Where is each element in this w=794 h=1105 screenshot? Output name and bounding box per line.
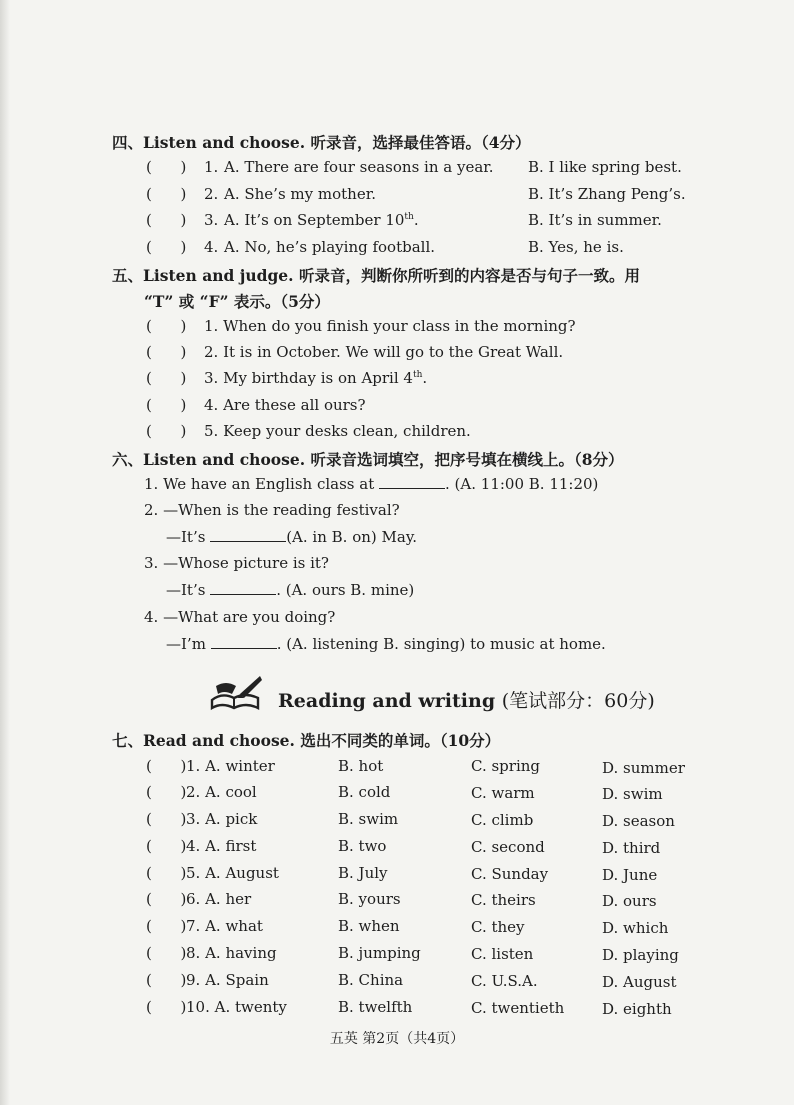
s7-q3-option-a: 3. A. pick: [186, 810, 258, 828]
s7-q3-option-b: B. swim: [338, 810, 399, 828]
answer-bracket[interactable]: ( ): [146, 971, 187, 989]
s7-q5-option-a: 5. A. August: [186, 864, 279, 882]
s7-q4-option-a: 4. A. first: [186, 837, 257, 855]
s7-q5-option-c: C. Sunday: [471, 865, 549, 883]
answer-bracket[interactable]: ( ): [146, 211, 187, 229]
s7-q9-option-d: D. August: [602, 973, 677, 991]
answer-bracket[interactable]: ( ): [146, 422, 187, 440]
s7-q2-option-d: D. swim: [602, 785, 663, 803]
s7-q1-option-a: 1. A. winter: [186, 757, 275, 775]
s7-q8-option-c: C. listen: [471, 945, 534, 963]
s7-q7-option-c: C. they: [471, 918, 525, 936]
s7-q5-option-b: B. July: [338, 864, 388, 882]
s7-q8-option-b: B. jumping: [338, 944, 421, 962]
answer-bracket[interactable]: ( ): [146, 396, 187, 414]
s4-q3-option-a: A. It’s on September 10th.: [224, 211, 419, 229]
answer-bracket[interactable]: ( ): [146, 837, 187, 855]
answer-bracket[interactable]: ( ): [146, 783, 187, 801]
s7-q9-option-c: C. U.S.A.: [471, 972, 538, 990]
s4-q2-option-b: B. It’s Zhang Peng’s.: [528, 185, 686, 203]
s5-q4: 4. Are these all ours?: [204, 396, 366, 414]
s7-q3-option-d: D. season: [602, 812, 675, 830]
s7-q10-option-d: D. eighth: [602, 1000, 672, 1018]
fill-blank[interactable]: [211, 635, 277, 649]
s4-q4-option-b: B. Yes, he is.: [528, 238, 624, 256]
s7-q1-option-b: B. hot: [338, 757, 384, 775]
s7-q10-option-c: C. twentieth: [471, 999, 565, 1017]
section7-title: 七、Read and choose. 选出不同类的单词。（10分）: [112, 731, 501, 750]
answer-bracket[interactable]: ( ): [146, 998, 187, 1016]
answer-bracket[interactable]: ( ): [146, 890, 187, 908]
s7-q10-option-b: B. twelfth: [338, 998, 413, 1016]
s7-q6-option-d: D. ours: [602, 892, 657, 910]
s6-q4-answer: —I’m . (A. listening B. singing) to music at home.: [166, 635, 606, 653]
s7-q6-option-b: B. yours: [338, 890, 401, 908]
answer-bracket[interactable]: ( ): [146, 317, 187, 335]
fill-blank[interactable]: [379, 475, 445, 489]
s7-q8-option-d: D. playing: [602, 946, 679, 964]
s4-q3-num: 3.: [204, 211, 219, 229]
fill-blank[interactable]: [210, 581, 276, 595]
s5-q1: 1. When do you finish your class in the morning?: [204, 317, 576, 335]
s7-q2-option-a: 2. A. cool: [186, 783, 257, 801]
s7-q7-option-b: B. when: [338, 917, 400, 935]
answer-bracket[interactable]: ( ): [146, 343, 187, 361]
s6-q4-question: 4. —What are you doing?: [144, 608, 336, 626]
s4-q4-num: 4.: [204, 238, 219, 256]
s4-q4-option-a: A. No, he’s playing football.: [224, 238, 436, 256]
s5-q3: 3. My birthday is on April 4th.: [204, 369, 428, 387]
s4-q2-num: 2.: [204, 185, 219, 203]
s4-q1-option-b: B. I like spring best.: [528, 158, 682, 176]
s4-q3-option-b: B. It’s in summer.: [528, 211, 662, 229]
s4-q1-option-a: A. There are four seasons in a year.: [224, 158, 494, 176]
section6-title: 六、Listen and choose. 听录音选词填空，把序号填在横线上。（8分）: [112, 450, 624, 469]
s7-q6-option-c: C. theirs: [471, 891, 536, 909]
s7-q1-option-c: C. spring: [471, 757, 541, 775]
s7-q9-option-b: B. China: [338, 971, 404, 989]
s7-q7-option-a: 7. A. what: [186, 917, 263, 935]
fill-blank[interactable]: [210, 528, 286, 542]
s7-q4-option-d: D. third: [602, 839, 661, 857]
answer-bracket[interactable]: ( ): [146, 917, 187, 935]
page-footer: 五英 第2页（共4页）: [329, 1031, 465, 1047]
s6-q2-question: 2. —When is the reading festival?: [144, 501, 400, 519]
s4-q2-option-a: A. She’s my mother.: [224, 185, 376, 203]
answer-bracket[interactable]: ( ): [146, 757, 187, 775]
section5-title-cont: “T” 或 “F” 表示。（5分）: [144, 292, 330, 311]
section5-title: 五、Listen and judge. 听录音，判断你所听到的内容是否与句子一致。用: [112, 266, 640, 285]
s7-q10-option-a: 10. A. twenty: [186, 998, 287, 1016]
s7-q4-option-c: C. second: [471, 838, 545, 856]
s7-q4-option-b: B. two: [338, 837, 387, 855]
s7-q2-option-c: C. warm: [471, 784, 535, 802]
s5-q2: 2. It is in October. We will go to the Great Wall.: [204, 343, 564, 361]
page-edge: [0, 0, 10, 1105]
s7-q8-option-a: 8. A. having: [186, 944, 277, 962]
answer-bracket[interactable]: ( ): [146, 185, 187, 203]
answer-bracket[interactable]: ( ): [146, 810, 187, 828]
answer-bracket[interactable]: ( ): [146, 369, 187, 387]
s6-q3-answer: —It’s . (A. ours B. mine): [166, 581, 415, 599]
answer-bracket[interactable]: ( ): [146, 158, 187, 176]
s7-q9-option-a: 9. A. Spain: [186, 971, 269, 989]
s6-q2-answer: —It’s (A. in B. on) May.: [166, 528, 418, 546]
answer-bracket[interactable]: ( ): [146, 864, 187, 882]
answer-bracket[interactable]: ( ): [146, 238, 187, 256]
s7-q7-option-d: D. which: [602, 919, 669, 937]
section-heading-reading-writing: Reading and writing (笔试部分：60分): [278, 690, 655, 712]
s7-q6-option-a: 6. A. her: [186, 890, 252, 908]
s6-q3-question: 3. —Whose picture is it?: [144, 554, 329, 572]
s7-q5-option-d: D. June: [602, 866, 658, 884]
s5-q5: 5. Keep your desks clean, children.: [204, 422, 471, 440]
s6-q1: 1. We have an English class at . (A. 11:00 B. 11:20): [144, 475, 599, 493]
book-pen-icon: [208, 672, 264, 714]
s7-q2-option-b: B. cold: [338, 783, 391, 801]
s7-q1-option-d: D. summer: [602, 759, 685, 777]
s4-q1-num: 1.: [204, 158, 219, 176]
s7-q3-option-c: C. climb: [471, 811, 534, 829]
answer-bracket[interactable]: ( ): [146, 944, 187, 962]
section4-title: 四、Listen and choose. 听录音，选择最佳答语。（4分）: [112, 133, 531, 152]
